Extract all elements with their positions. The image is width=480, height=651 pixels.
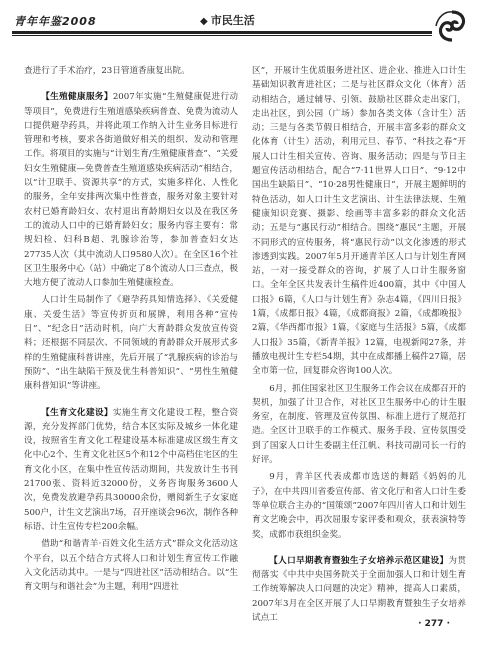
paragraph: 借助“和谐青羊·百姓文化生活方式”群众文化活动这个平台，以五个结合方式将人口和计划生育宣传工作融入文化活动其中。一是与“四进社区”活动相结合。以“生育文明与和谐社会”为主题，利用“四进社	[24, 539, 238, 593]
right-column	[252, 64, 466, 628]
paragraph-text: 2007年实施“生殖健康促进行动等项目”，免费进行生殖道感染疾病普查、免费为流动人口提供避孕药具，并将此项工作纳入计生业务目标进行管理和考核，要求各街道做好相关的组织、发动和管理工作。将项目的实施与“计划生育/生殖健康普查”、“关爱妇女生殖健康—免费普查生殖道感染疾病活动”相结合，以“计卫联手、资源共享”的方式，实施多样化、人性化的服务，全年安排两次集中性普查，服务对象主要针对农村已婚育龄妇女、农村退出育龄期妇女以及在我区务工的流动人口中的已婚育龄妇女；服务内容主要有：常规妇检、妇科B超、乳腺诊治等，参加普查妇女达27735人次（其中流动人口9580人次）。在全区16个社区卫生服务中心（站）中确定了8个流动人口三查点，极大地方便了流动人口参加生殖健康检查。	[24, 92, 238, 289]
paragraph: 6月，抓住国家社区卫生服务工作会议在成都召开的契机，加强了计卫合作，对社区卫生服务中心的计生服务室，在制度、管理及宣传氛围、标准上进行了规范打造。全区计卫联手的工作模式、服务手段、宣传氛围受到了国家人口计生委副主任江帆、科技司副司长一行的好评。	[252, 383, 466, 466]
header-rule	[12, 31, 432, 34]
section-title	[200, 12, 255, 28]
paragraph: 人口计生局制作了《避孕药具知情选择》、《关爱健康、关爱生活》等宣传折页和展牌，利用各种“宣传日”、“纪念日”活动时机，向广大育龄群众发放宣传资料；还根据不同层次、不同领域的育龄群众开展形式多样的生殖健康科普讲座，先后开展了“乳腺疾病的诊治与预防”、“出生缺陷干预及优生科普知识”、“男性生殖健康科普知识”等讲座。	[24, 295, 238, 392]
yearbook-title: 青年年鉴2008	[14, 15, 97, 28]
paragraph: 查进行了手术治疗，23日管道香康复出院。	[24, 66, 190, 76]
swirl-logo-icon	[432, 6, 472, 46]
section-heading: 【人口早期教育暨独生子女培养示范区建设】	[269, 555, 449, 566]
paragraph	[24, 406, 238, 535]
paragraph-text: 实施生育文化建设工程，整合资源，充分发挥部门优势，结合本区实际及城乡一体化建设，按照省生育文化工程建设基本标准建成区级生育文化中心2个、生育文化社区5个和12个中高档住宅区的生育文化小区，在集中性宣传活动期间，共发放计生书刊21700张、资料近32000份，义务咨询服务3600人次，免费发放避孕药具30000余份，赠阅新生子女家庭500户，计生文艺演出7场，召开座谈会96次，制作各种标语、计生宣传专栏200余幅。	[24, 407, 238, 532]
paragraph-text: 为贯彻落实《中共中央国务院关于全面加强人口和计划生育工作统筹解决人口问题的决定》精神，提高人口素质，2007年3月在全区开展了人口早期教育暨独生子女培养试点工	[252, 555, 466, 623]
running-header	[0, 0, 480, 56]
section-heading: 【生育文化建设】	[41, 407, 113, 418]
paragraph	[252, 554, 466, 625]
paragraph: 区”，开展计生优质服务进社区、进企业、推进入口计生基础知识教育进社区；二是与社区群众文化（体育）活动相结合，通过辅导、引领、鼓励社区群众走出家门，走出社区，到公园（广场）参加各类文体（含计生）活动；三是与各类节假日相结合，开展丰富多彩的群众文化体育（计生）活动，利用元旦、春节、“科技之春”开展人口计生相关宣传、咨询、服务活动；四是与节日主题宣传活动相结合，配合“7·11世界人口日”、“9·12中国出生缺陷日”、“10·28男性健康日”，开展主题鲜明的特色活动，如人口计生文艺演出、计生法律法规、生殖健康知识竞赛、摄影、绘画等丰富多彩的群众文化活动；五是与“惠民行动”相结合。围绕“惠民”主题，开展不同形式的宣传服务，将“惠民行动”以文化渗透的形式渗透到实践。2007年5月开通青羊区人口与计划生育网站，一对一接受群众的咨询，扩展了人口计生服务窗口。全年全区共发表计生稿件近400篇，其中《中国人口报》6篇，《人口与计划生育》杂志4篇，《四川日报》1篇，《成都日报》4篇，《成都商报》2篇，《成都晚报》2篇，《华西都市报》1篇，《家庭与生活报》5篇，《成都人口报》35篇，《新青羊报》12篇，电视新闻27条，并播放电视计生专栏54期，其中在成都播上稿件27篇，居全市第一位，回复群众咨询100人次。	[252, 66, 466, 377]
paragraph	[24, 90, 238, 290]
section-heading: 【生殖健康服务】	[41, 92, 113, 103]
diamond-icon: ◆	[200, 16, 208, 27]
paragraph: 9月，青羊区代表成都市选送的舞蹈《妈妈的儿子》，在中共四川省委宣传部、省文化厅和省人口计生委等单位联合主办的“国策颂”2007年四川省人口和计划生育文艺晚会中，再次屈服专家评委和观众，获表演特等奖，成都市获组织金奖。	[252, 472, 466, 540]
header-rule-thin	[12, 35, 432, 36]
page-number: · 277 ·	[418, 619, 450, 629]
section-label: 市民生活	[210, 14, 255, 27]
left-column	[24, 64, 238, 597]
